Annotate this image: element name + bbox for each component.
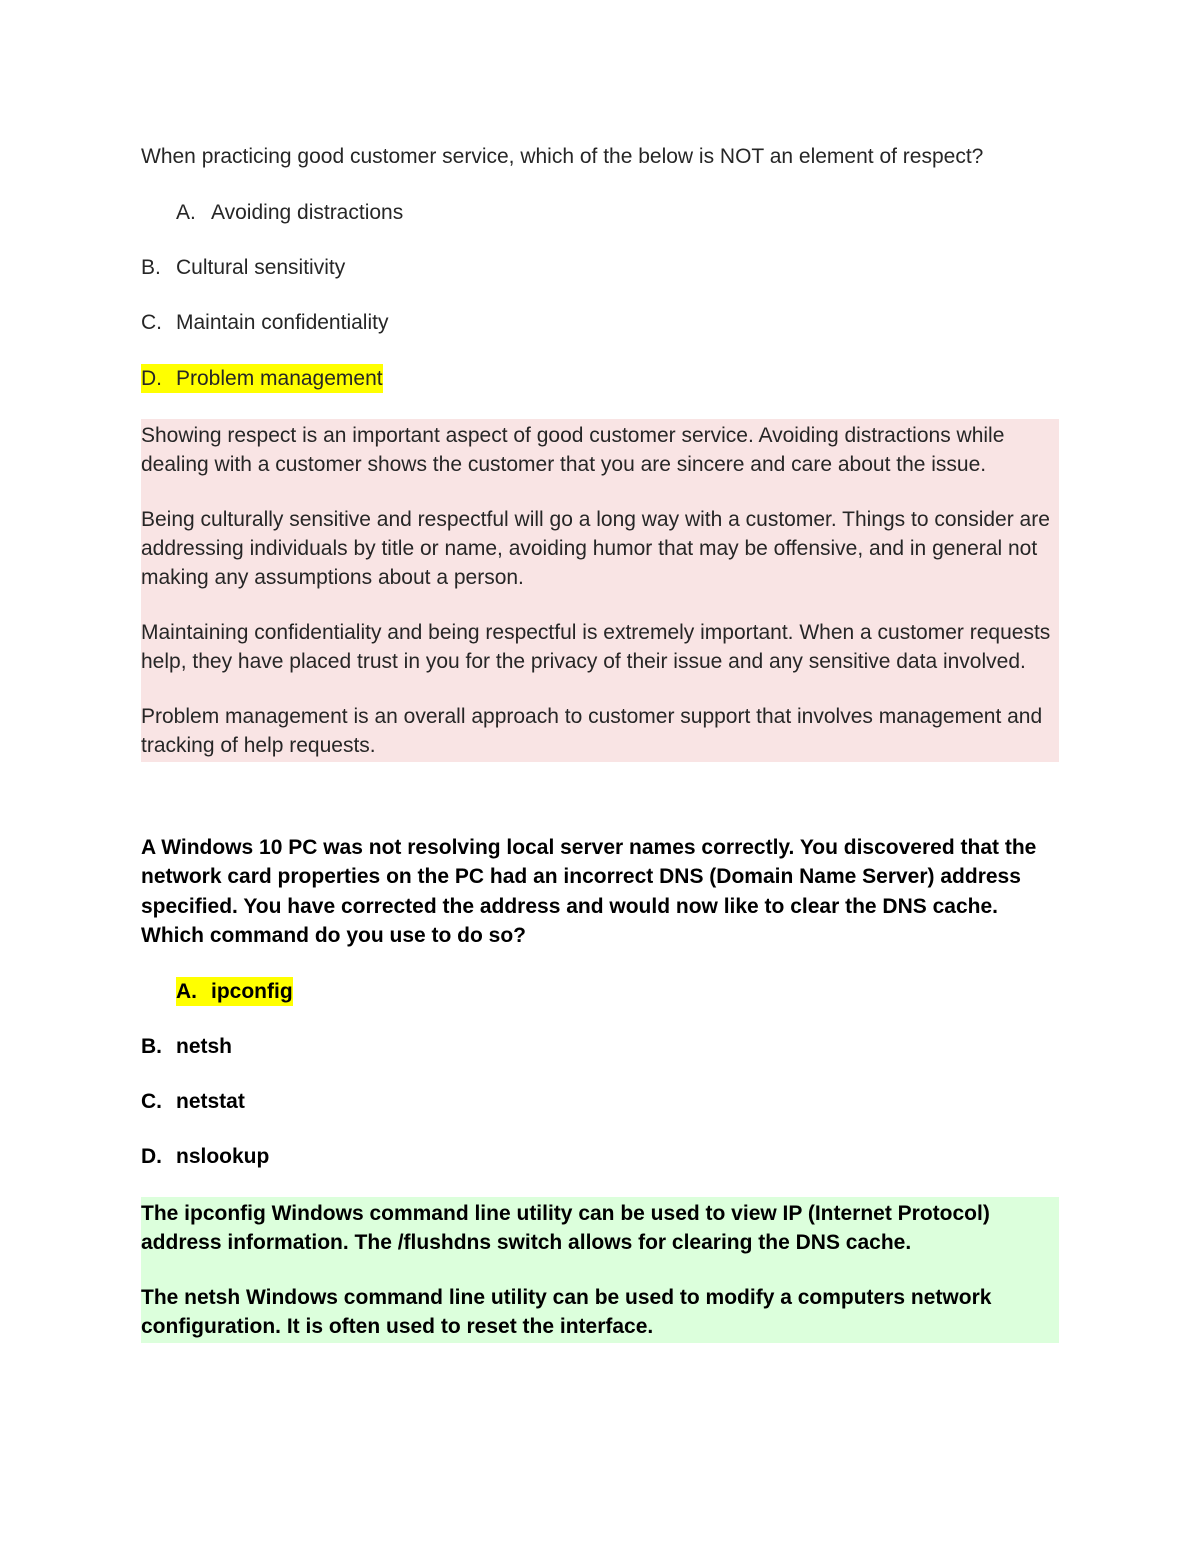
option-letter: B. [141,1034,162,1058]
option-letter: B. [141,255,161,279]
option-letter: A. [176,979,197,1003]
option-text: Avoiding distractions [211,200,404,224]
explanation-paragraph: Being culturally sensitive and respectful will go a long way with a customer. Things to consider are addressing individuals by title or name, avoiding humor that may be offensive, and in general not making any assumptions about a person. [141,507,1050,589]
option-text: Problem management [176,366,383,390]
question-1-option-b [141,253,1059,282]
question-2-text: A Windows 10 PC was not resolving local server names correctly. You discovered that the network card properties on the PC had an incorrect DNS (Domain Name Server) address specified. You have corrected the address and would now like to clear the DNS cache. Which command do you use to do so? [141,835,1037,947]
correct-answer-highlight [176,977,293,1006]
option-text: Cultural sensitivity [176,255,346,279]
question-2-option-b [141,1032,1059,1061]
question-1-option-d [141,364,1059,393]
option-text: ipconfig [211,979,293,1003]
option-letter: A. [176,200,196,224]
question-1-explanation [141,419,1059,762]
question-1-option-c [141,308,1059,337]
correct-answer-highlight [141,364,383,393]
document-content [141,141,1059,1343]
explanation-paragraph: The ipconfig Windows command line utility can be used to view IP (Internet Protocol) address information. The /flushdns switch allows for clearing the DNS cache. [141,1201,990,1254]
question-1-text: When practicing good customer service, which of the below is NOT an element of respect? [141,145,984,168]
question-2-option-a [141,977,1059,1006]
option-letter: C. [141,310,162,334]
question-2-option-c [141,1087,1059,1116]
explanation-paragraph: The netsh Windows command line utility can be used to modify a computers network configuration. It is often used to reset the interface. [141,1285,992,1338]
question-2 [141,833,1059,1343]
question-2-option-d [141,1142,1059,1171]
explanation-paragraph: Problem management is an overall approach to customer support that involves management and tracking of help requests. [141,704,1043,757]
option-letter: C. [141,1089,162,1113]
option-letter: D. [141,1144,162,1168]
option-letter: D. [141,366,162,390]
explanation-paragraph: Showing respect is an important aspect of good customer service. Avoiding distractions while dealing with a customer shows the customer that you are sincere and care about the issue. [141,423,1005,476]
question-1-option-a [141,198,1059,227]
option-text: netstat [176,1089,245,1113]
question-1 [141,142,1059,762]
option-text: Maintain confidentiality [176,310,389,334]
question-2-explanation [141,1197,1059,1343]
explanation-paragraph: Maintaining confidentiality and being respectful is extremely important. When a customer requests help, they have placed trust in you for the privacy of their issue and any sensitive data involved. [141,620,1051,673]
option-text: nslookup [176,1144,270,1168]
option-text: netsh [176,1034,233,1058]
